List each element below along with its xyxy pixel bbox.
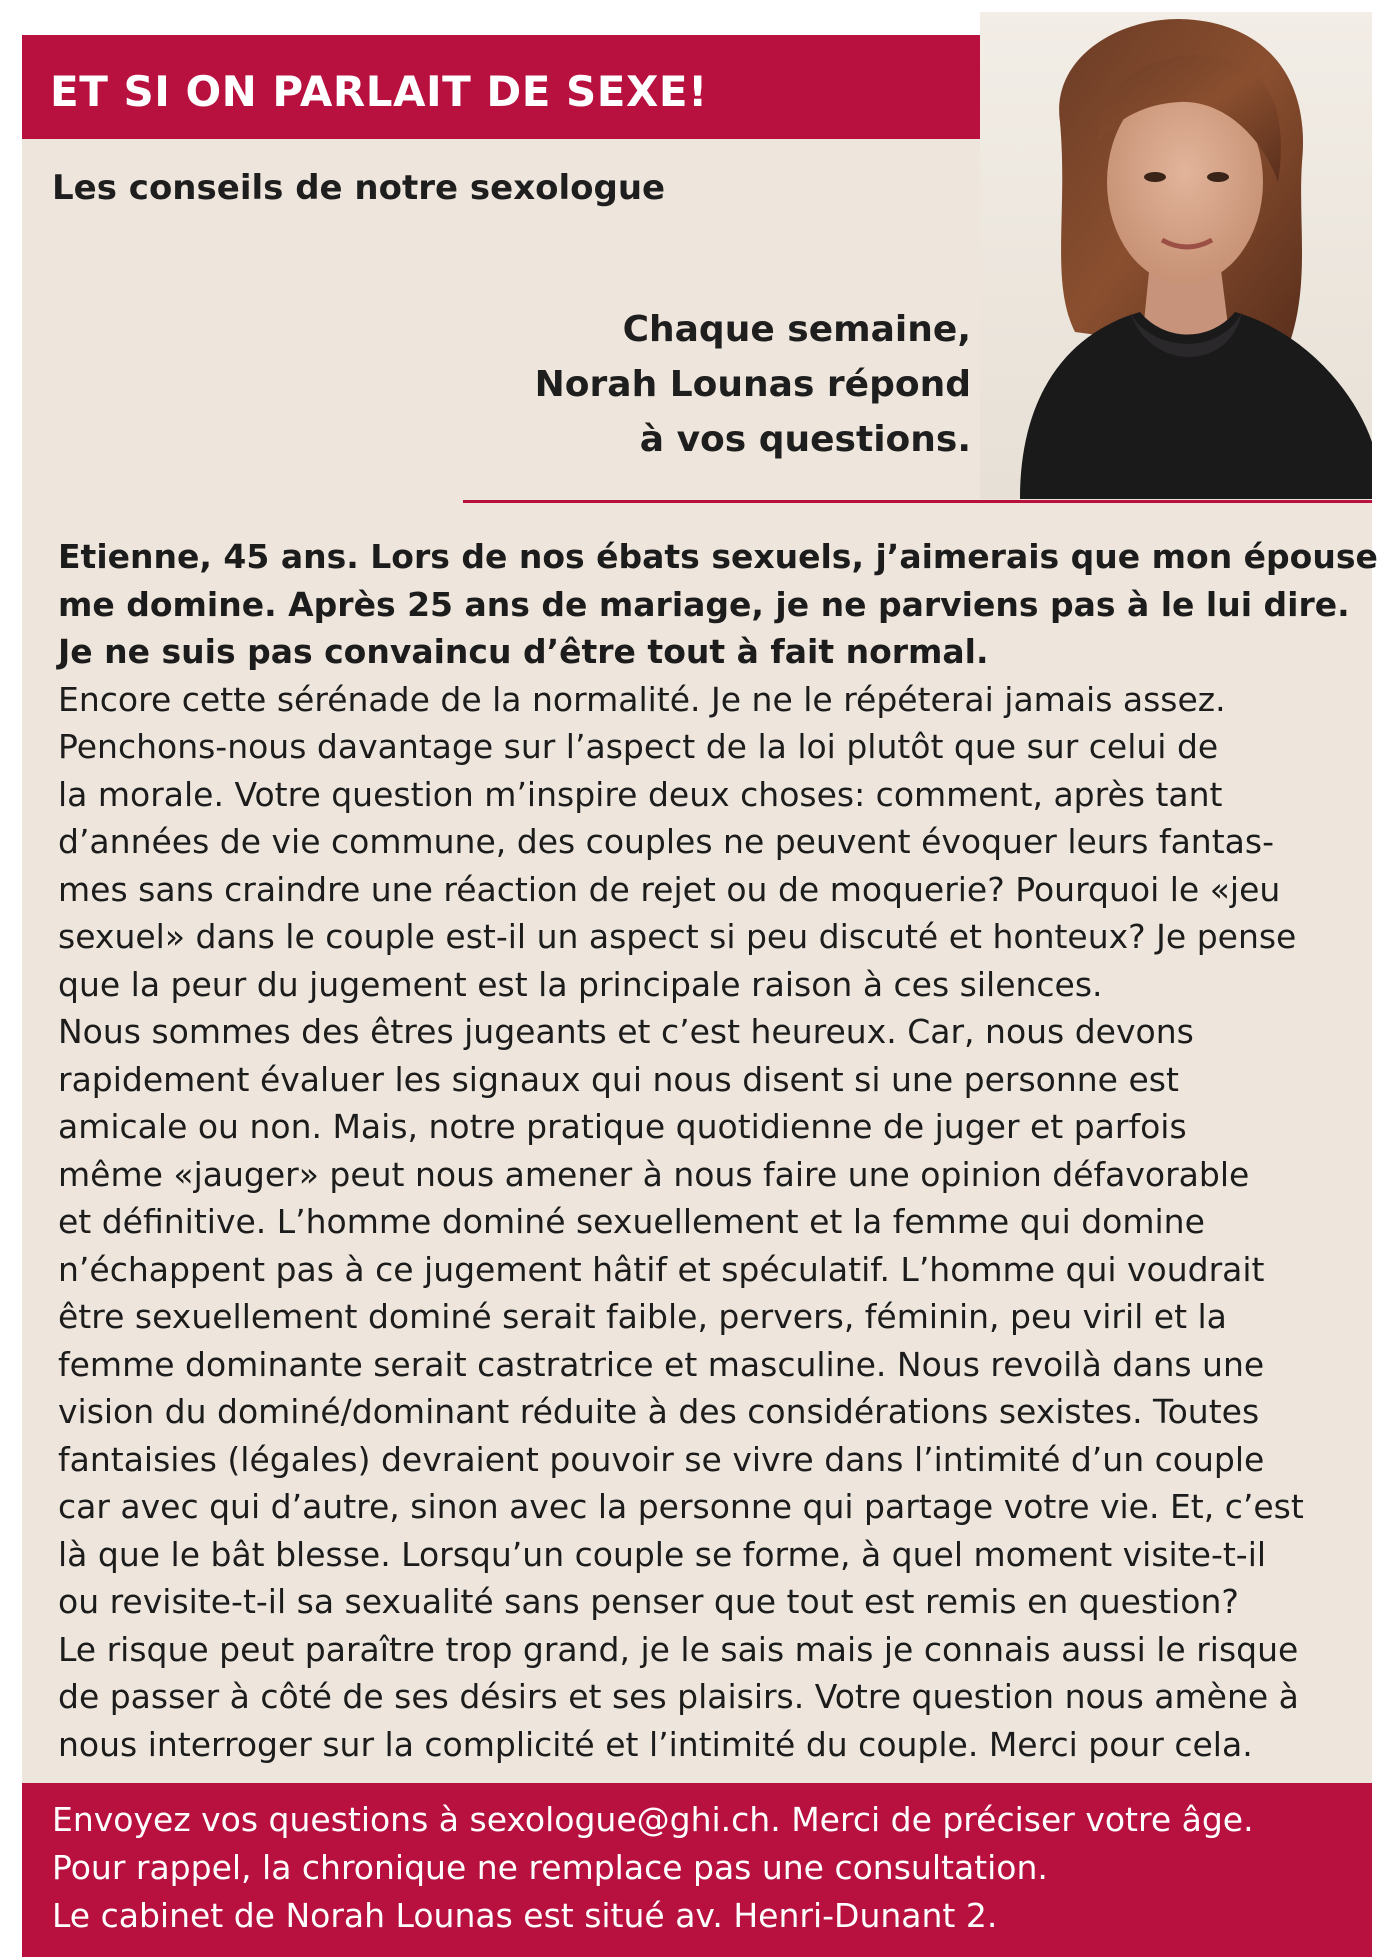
answer-line: car avec qui d’autre, sinon avec la personne qui partage votre vie. Et, c’est bbox=[58, 1487, 1304, 1526]
reader-question-line: Etienne, 45 ans. Lors de nos ébats sexuels, j’aimerais que mon épouse bbox=[58, 537, 1378, 576]
reader-question-line: me domine. Après 25 ans de mariage, je ne parviens pas à le lui dire. bbox=[58, 584, 1350, 624]
column-subtitle: Les conseils de notre sexologue bbox=[52, 168, 666, 208]
footer-line: Envoyez vos questions à sexologue@ghi.ch. Merci de préciser votre âge. bbox=[52, 1800, 1254, 1839]
answer-line: fantaisies (légales) devraient pouvoir se vivre dans l’intimité d’un couple bbox=[58, 1439, 1265, 1479]
answer-line: même «jauger» peut nous amener à nous faire une opinion défavorable bbox=[58, 1154, 1250, 1194]
answer-line: que la peur du jugement est la principale raison à ces silences. bbox=[58, 964, 1103, 1004]
portrait-photo bbox=[980, 12, 1372, 499]
answer-line: femme dominante serait castratrice et masculine. Nous revoilà dans une bbox=[58, 1344, 1265, 1384]
answer-line: de passer à côté de ses désirs et ses plaisirs. Votre question nous amène à bbox=[58, 1677, 1299, 1716]
column-footer bbox=[22, 1783, 1372, 1957]
intro-line: à vos questions. bbox=[639, 419, 971, 460]
answer-line: vision du dominé/dominant réduite à des considérations sexistes. Toutes bbox=[58, 1392, 1260, 1431]
answer-line: ou revisite-t-il sa sexualité sans penser que tout est remis en question? bbox=[58, 1582, 1239, 1621]
answer-line: Penchons-nous davantage sur l’aspect de la loi plutôt que sur celui de bbox=[58, 727, 1219, 766]
footer-line: Pour rappel, la chronique ne remplace pas une consultation. bbox=[52, 1848, 1048, 1887]
answer-line: sexuel» dans le couple est-il un aspect si peu discuté et honteux? Je pense bbox=[58, 917, 1297, 956]
footer-text bbox=[52, 1796, 1254, 1940]
answer-line: n’échappent pas à ce jugement hâtif et spéculatif. L’homme qui voudrait bbox=[58, 1249, 1265, 1289]
column-title: ET SI ON PARLAIT DE SEXE! bbox=[50, 67, 708, 116]
answer-line: Le risque peut paraître trop grand, je le sais mais je connais aussi le risque bbox=[58, 1629, 1299, 1669]
reader-question-line: Je ne suis pas convaincu d’être tout à fait normal. bbox=[58, 632, 989, 671]
portrait-icon bbox=[980, 12, 1372, 499]
answer-line: la morale. Votre question m’inspire deux choses: comment, après tant bbox=[58, 774, 1223, 814]
intro-line: Norah Lounas répond bbox=[534, 364, 971, 405]
answer-line: d’années de vie commune, des couples ne peuvent évoquer leurs fantas- bbox=[58, 822, 1274, 861]
answer-line: être sexuellement dominé serait faible, pervers, féminin, peu viril et la bbox=[58, 1297, 1227, 1336]
answer-line: amicale ou non. Mais, notre pratique quotidienne de juger et parfois bbox=[58, 1107, 1187, 1146]
answer-line: nous interroger sur la complicité et l’intimité du couple. Merci pour cela. bbox=[58, 1724, 1253, 1764]
answer-line: et définitive. L’homme dominé sexuellement et la femme qui domine bbox=[58, 1202, 1205, 1241]
intro-line: Chaque semaine, bbox=[622, 309, 971, 350]
footer-line: Le cabinet de Norah Lounas est situé av. Henri-Dunant 2. bbox=[52, 1896, 998, 1935]
answer-line: Encore cette sérénade de la normalité. Je ne le répéterai jamais assez. bbox=[58, 679, 1226, 719]
answer-line: Nous sommes des êtres jugeants et c’est heureux. Car, nous devons bbox=[58, 1012, 1194, 1051]
article-body bbox=[58, 533, 1378, 1768]
answer-line: rapidement évaluer les signaux qui nous disent si une personne est bbox=[58, 1059, 1179, 1099]
section-divider bbox=[463, 500, 1372, 503]
answer-line: là que le bât blesse. Lorsqu’un couple se forme, à quel moment visite-t-il bbox=[58, 1534, 1267, 1574]
intro-text bbox=[535, 302, 971, 467]
answer-line: mes sans craindre une réaction de rejet ou de moquerie? Pourquoi le «jeu bbox=[58, 869, 1281, 909]
